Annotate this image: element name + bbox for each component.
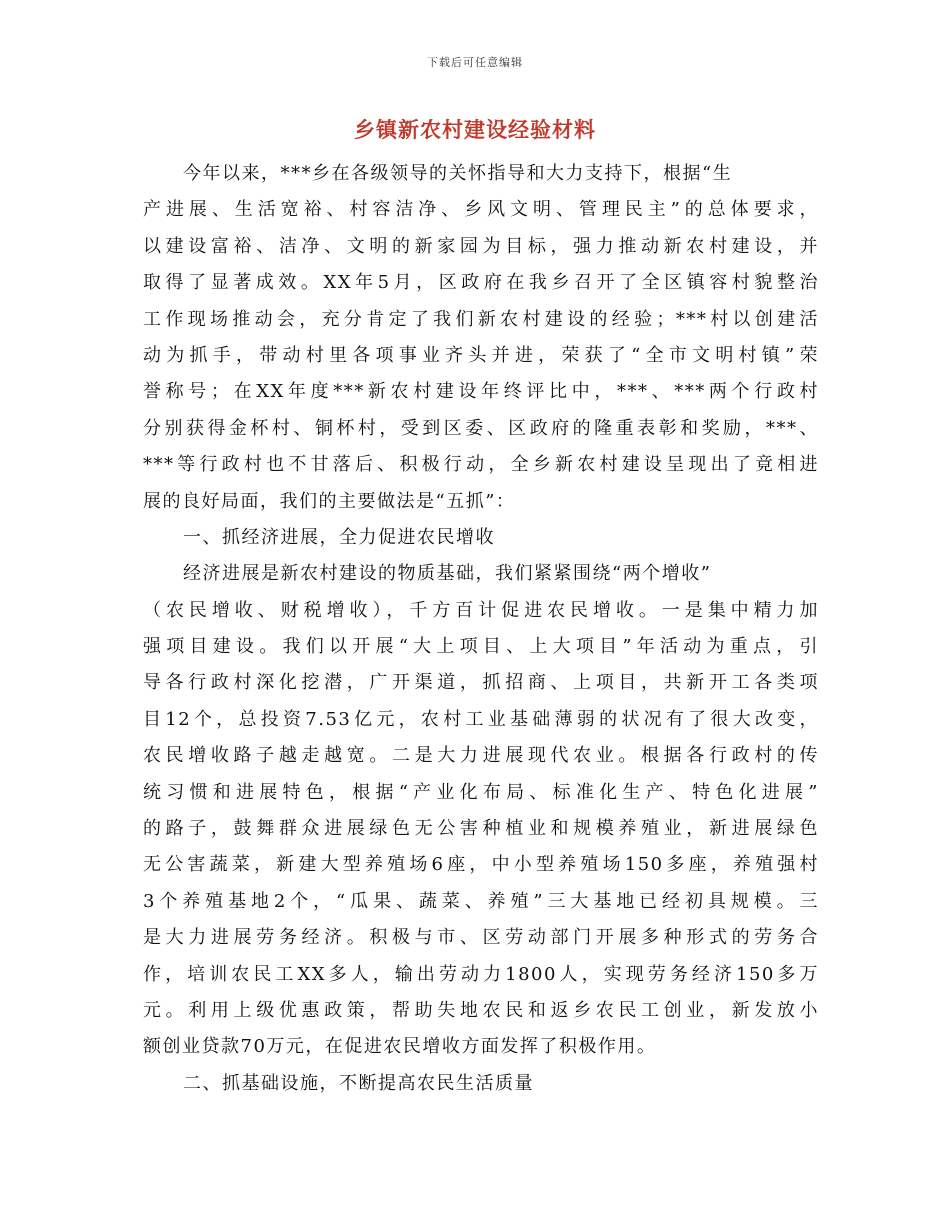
- paragraph-line: 导各行政村深化挖潜，广开渠道，抓招商、上项目，共新开工各类项: [143, 672, 819, 694]
- paragraph-line: 是大力进展劳务经济。积极与市、区劳动部门开展多种形式的劳务合: [143, 927, 819, 949]
- paragraph-line: 展的良好局面，我们的主要做法是“五抓”：: [143, 490, 516, 512]
- document-body: [143, 156, 819, 1102]
- paragraph-line: 元。利用上级优惠政策，帮助失地农民和返乡农民工创业，新发放小: [143, 999, 819, 1021]
- paragraph-line: 今年以来，***乡在各级领导的关怀指导和大力支持下，根据“生: [183, 163, 733, 184]
- paragraph-line: 以建设富裕、洁净、文明的新家园为目标，强力推动新农村建设，并: [143, 235, 819, 257]
- section-heading: 一、抓经济进展，全力促进农民增收: [183, 526, 495, 548]
- paragraph-line: 取得了显著成效。XX年5月，区政府在我乡召开了全区镇容村貌整治: [143, 272, 819, 294]
- paragraph-line: 农民增收路子越走越宽。二是大力进展现代农业。根据各行政村的传: [143, 745, 819, 767]
- section-heading: 二、抓基础设施，不断提高农民生活质量: [183, 1072, 534, 1094]
- paragraph-line: 经济进展是新农村建设的物质基础，我们紧紧围绕“两个增收”: [183, 563, 712, 585]
- paragraph-line: （农民增收、财税增收），千方百计促进农民增收。一是集中精力加: [143, 599, 819, 621]
- paragraph-line: 作，培训农民工XX多人，输出劳动力1800人，实现劳务经济150多万: [143, 963, 819, 985]
- paragraph-line: 动为抓手，带动村里各项事业齐头并进，荣获了“全市文明村镇”荣: [143, 344, 819, 366]
- document-title: 乡镇新农村建设经验材料: [354, 117, 596, 142]
- paragraph-line: 目12个，总投资7.53亿元，农村工业基础薄弱的状况有了很大改变，: [143, 708, 819, 730]
- paragraph-line: 无公害蔬菜，新建大型养殖场6座，中小型养殖场150多座，养殖强村: [143, 854, 819, 876]
- paragraph-line: 的路子，鼓舞群众进展绿色无公害种植业和规模养殖业，新进展绿色: [143, 818, 819, 840]
- paragraph-line: 强项目建设。我们以开展“大上项目、上大项目”年活动为重点，引: [143, 636, 819, 658]
- paragraph-line: 3个养殖基地2个，“瓜果、蔬菜、养殖”三大基地已经初具规模。三: [143, 890, 819, 912]
- page-header-note: 下载后可任意编辑: [427, 56, 523, 69]
- paragraph-line: 额创业贷款70万元，在促进农民增收方面发挥了积极作用。: [143, 1036, 657, 1058]
- paragraph-line: 产进展、生活宽裕、村容洁净、乡风文明、管理民主”的总体要求，: [143, 199, 819, 221]
- paragraph-line: 分别获得金杯村、铜杯村，受到区委、区政府的隆重表彰和奖励，***、: [143, 417, 819, 439]
- paragraph-line: ***等行政村也不甘落后、积极行动，全乡新农村建设呈现出了竟相进: [143, 454, 819, 476]
- paragraph-line: 誉称号；在XX年度***新农村建设年终评比中，***、***两个行政村: [143, 381, 819, 403]
- paragraph-line: 统习惯和进展特色，根据“产业化布局、标准化生产、特色化进展”: [143, 781, 819, 803]
- paragraph-line: 工作现场推动会，充分肯定了我们新农村建设的经验；***村以创建活: [143, 308, 819, 330]
